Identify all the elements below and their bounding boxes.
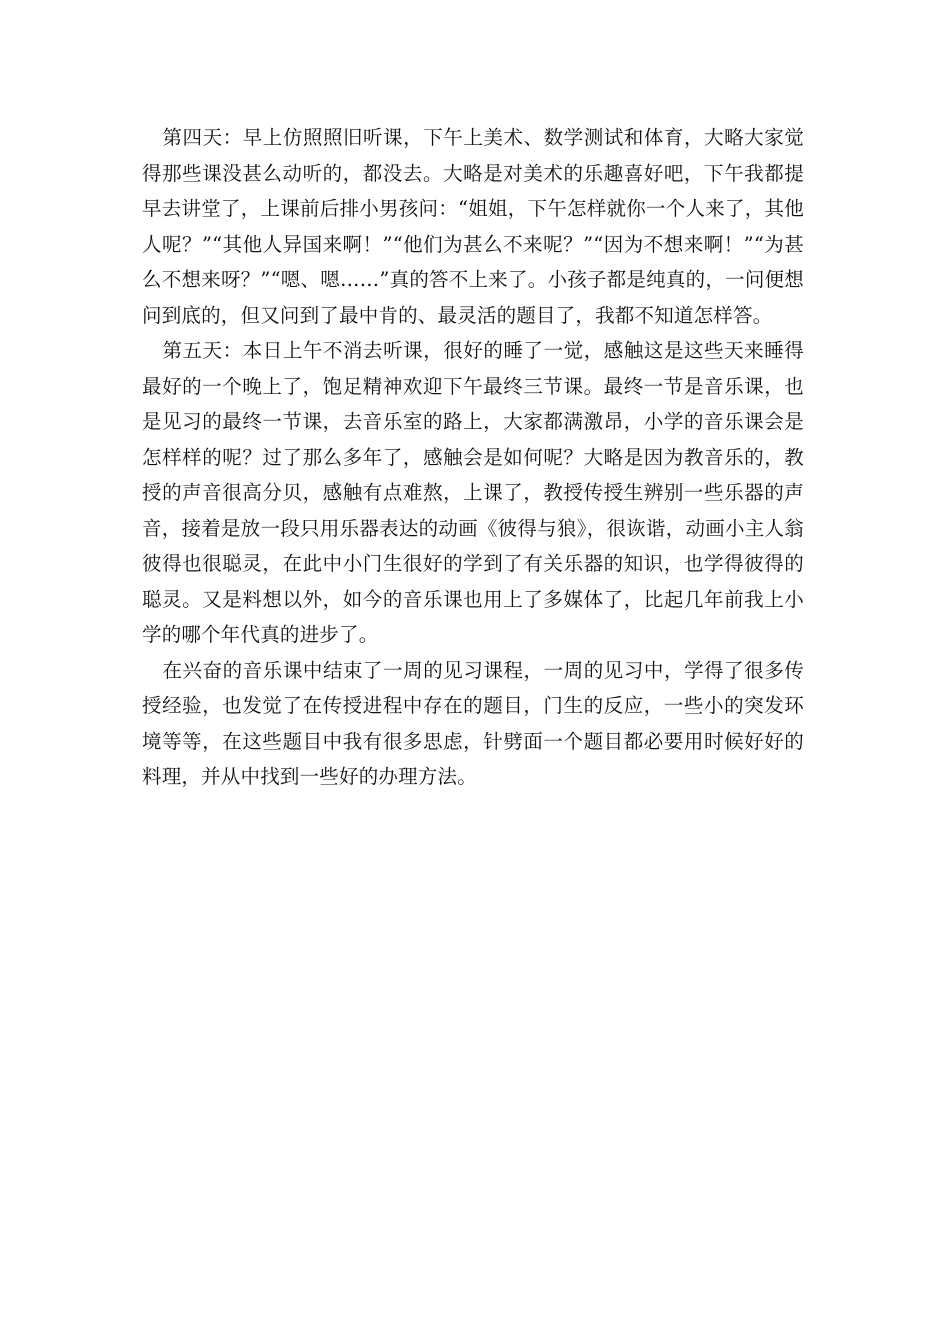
paragraph-summary: 在兴奋的音乐课中结束了一周的见习课程，一周的见习中，学得了很多传授经验，也发觉了在传授进程中存在的题目，门生的反应，一些小的突发环境等等，在这些题目中我有很多思虑，针劈面一个题目都必要用时候好好的料理，并从中找到一些好的办理方法。 (142, 658, 804, 788)
document-body (142, 120, 804, 795)
paragraph-day-four: 第四天：早上仿照照旧听课，下午上美术、数学测试和体育，大略大家觉得那些课没甚么动听的，都没去。大略是对美术的乐趣喜好吧，下午我都提早去讲堂了，上课前后排小男孩问：“姐姐，下午怎样就你一个人来了，其他人呢？”“其他人异国来啊！”“他们为甚么不来呢？”“因为不想来啊！”“为甚么不想来呀？”“嗯、嗯……”真的答不上来了。小孩子都是纯真的，一问便想问到底的，但又问到了最中肯的、最灵活的题目了，我都不知道怎样答。 (142, 126, 804, 327)
paragraph-day-five: 第五天：本日上午不消去听课，很好的睡了一觉，感触这是这些天来睡得最好的一个晚上了，饱足精神欢迎下午最终三节课。最终一节是音乐课，也是见习的最终一节课，去音乐室的路上，大家都满激昂，小学的音乐课会是怎样样的呢？过了那么多年了，感触会是如何呢？大略是因为教音乐的，教授的声音很高分贝，感触有点难熬，上课了，教授传授生辨别一些乐器的声音，接着是放一段只用乐器表达的动画《彼得与狼》，很诙谐，动画小主人翁彼得也很聪灵，在此中小门生很好的学到了有关乐器的知识，也学得彼得的聪灵。又是料想以外，如今的音乐课也用上了多媒体了，比起几年前我上小学的哪个年代真的进步了。 (142, 339, 804, 646)
